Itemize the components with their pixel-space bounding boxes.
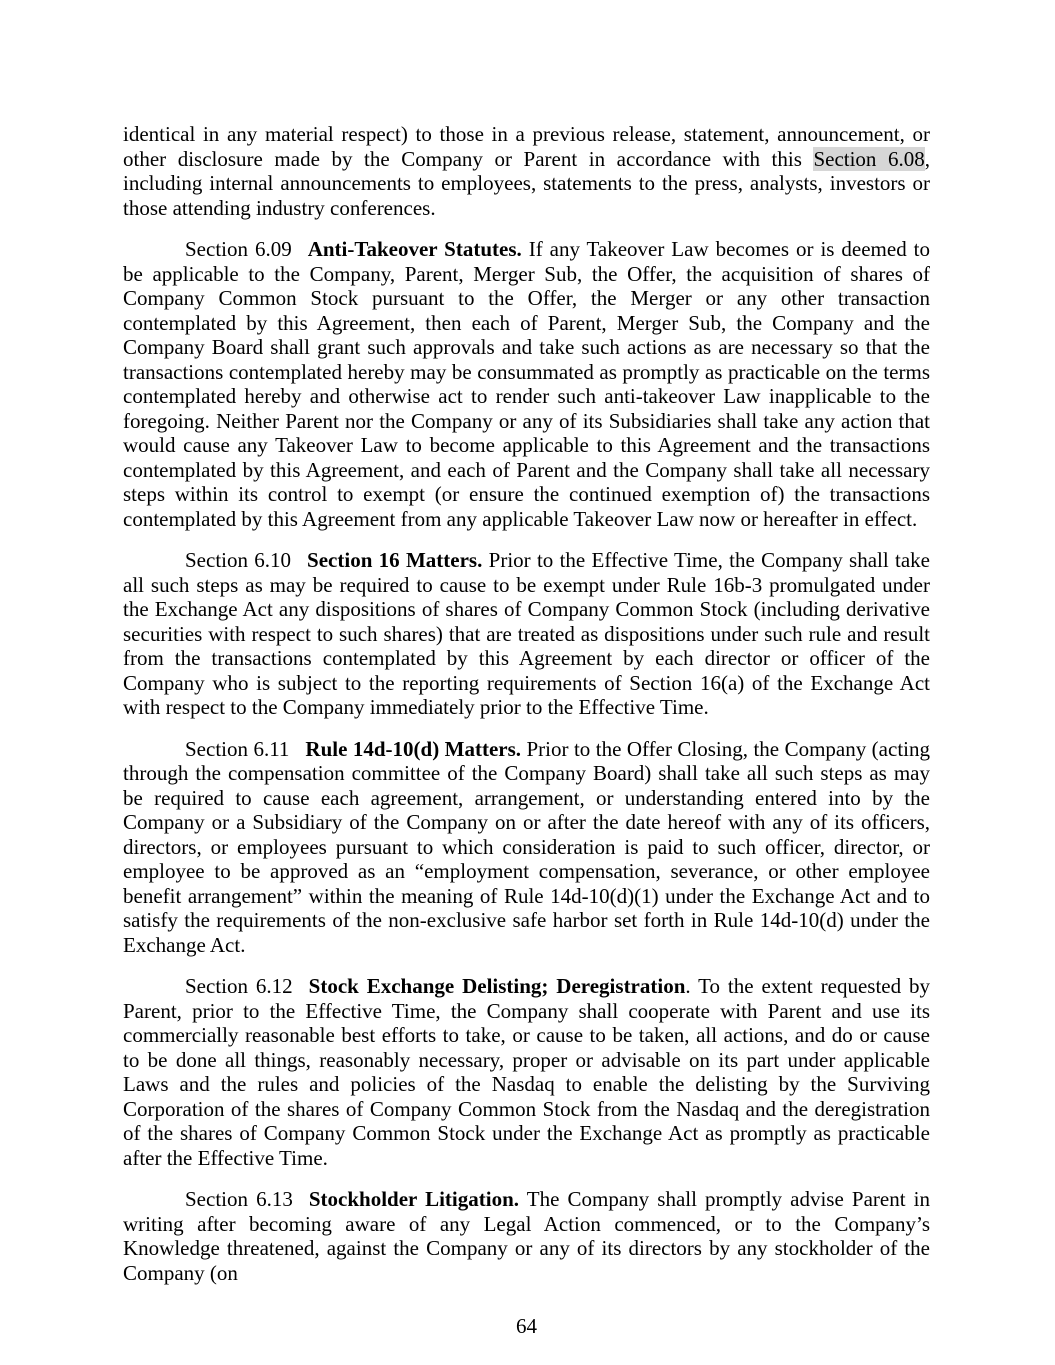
section-title: Rule 14d-10(d) Matters.: [305, 736, 522, 761]
paragraph-section-6-11: [123, 737, 930, 958]
body-text: identical in any material respect) to those in a previous release, statement, announcement, or other disclosure made by the Company or Parent in accordance with this: [123, 122, 930, 171]
body-text: Prior to the Offer Closing, the Company (acting through the compensation committee of the Company Board) shall take all such steps as may be required to cause each agreement, arrangement, or understanding entered into by the Company or a Subsidiary of the Company on or after the date hereof with any of its officers, directors, or employees pursuant to which consideration is paid to such officer, director, or employee to be approved as an “employment compensation, severance, or other employee benefit arrangement” within the meaning of Rule 14d-10(d)(1) under the Exchange Act and to satisfy the requirements of the non-exclusive safe harbor set forth in Rule 14d-10(d) under the Exchange Act.: [123, 736, 930, 957]
paragraph-section-6-09: [123, 237, 930, 531]
section-number: Section 6.13: [185, 1187, 293, 1211]
page-number: 64: [516, 1314, 537, 1338]
paragraph-section-6-10: [123, 548, 930, 720]
section-title: Section 16 Matters.: [307, 548, 483, 572]
section-number: Section 6.09: [185, 237, 292, 261]
section-number: Section 6.11: [185, 736, 290, 761]
body-text: The Company shall promptly advise Parent in writing after becoming aware of any Legal Action commenced, or to the Company’s Knowledge threatened, against the Company or any of its directors by any stockholder of the Company (on: [123, 1187, 930, 1285]
body-text: If any Takeover Law becomes or is deemed to be applicable to the Company, Parent, Merger Sub, the Offer, the acquisition of shares of Company Common Stock pursuant to the Offer, the Merger or any other transaction contemplated by this Agreement, then each of Parent, Merger Sub, the Company and the Company Board shall grant such approvals and take such actions as are necessary so that the transactions contemplated hereby may be consummated as promptly as practicable on the terms contemplated hereby and otherwise act to render such anti-takeover Law inapplicable to the foregoing. Neither Parent nor the Company or any of its Subsidiaries shall take any action that would cause any Takeover Law to become applicable to this Agreement and the transactions contemplated by this Agreement, and each of Parent and the Company shall take all necessary steps within its control to exempt (or ensure the continued exemption of) the transactions contemplated by this Agreement from any applicable Takeover Law now or hereafter in effect.: [123, 237, 930, 531]
section-title: Anti-Takeover Statutes.: [307, 237, 522, 261]
paragraph-section-6-12: [123, 974, 930, 1170]
paragraph-continuation: [123, 122, 930, 220]
section-number: Section 6.10: [185, 548, 292, 572]
highlighted-text-section-6-08: Section 6.08: [813, 146, 925, 171]
section-number: Section 6.12: [185, 974, 293, 998]
body-text: , including internal announcements to employees, statements to the press, analysts, investors or those attending industry conferences.: [123, 146, 930, 220]
section-title: Stock Exchange Delisting; Deregistration: [308, 974, 686, 998]
body-text: . To the extent requested by Parent, prior to the Effective Time, the Company shall cooperate with Parent and use its commercially reasonable best efforts to take, or cause to be taken, all actions, and do or cause to be done all things, reasonably necessary, proper or advisable on its part under applicable Laws and the rules and policies of the Nasdaq to enable the delisting by the Surviving Corporation of the shares of Company Common Stock from the Nasdaq and the deregistration of the shares of Company Common Stock under the Exchange Act as promptly as practicable after the Effective Time.: [123, 974, 930, 1170]
section-title: Stockholder Litigation.: [308, 1187, 520, 1211]
paragraph-section-6-13: [123, 1187, 930, 1285]
body-text: Prior to the Effective Time, the Company shall take all such steps as may be required to cause to be exempt under Rule 16b-3 promulgated under the Exchange Act any dispositions of shares of Company Common Stock (including derivative securities with respect to such shares) that are treated as dispositions under such rule and result from the transactions contemplated by this Agreement by each director or officer of the Company who is subject to the reporting requirements of Section 16(a) of the Exchange Act with respect to the Company immediately prior to the Effective Time.: [123, 548, 930, 719]
